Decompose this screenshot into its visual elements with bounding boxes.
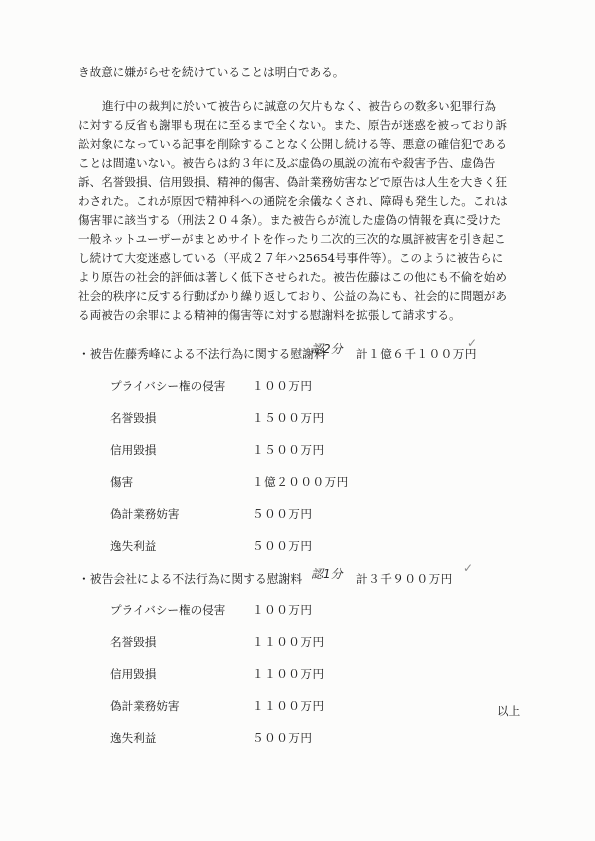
damage-item-label: プライバシー権の侵害	[110, 379, 226, 393]
damage-item-amount: １１００万円	[252, 699, 325, 713]
section-total: 計１億６千１００万円	[356, 347, 477, 361]
damage-item-label: 信用毀損	[110, 667, 157, 681]
closing-mark: 以上	[497, 704, 521, 718]
damage-item-label: 逸失利益	[110, 539, 157, 553]
paragraph-line: ことは間違いない。被告らは約３年に及ぶ虚偽の風説の流布や殺害予告、虚偽告	[78, 156, 496, 170]
section-heading-company: ・被告会社による不法行為に関する慰謝料	[78, 572, 303, 586]
paragraph-line: 傷害罪に該当する（刑法２０４条）。また被告らが流した虚偽の情報を真に受けた	[78, 213, 502, 227]
check-mark-icon: ✓	[463, 561, 474, 575]
paragraph-line: より原告の社会的評価は著しく低下させられた。被告佐藤はこの他にも不倫を始め	[78, 270, 507, 284]
damage-item-amount: ５００万円	[252, 539, 313, 553]
paragraph-line: 進行中の裁判に於いて被告らに誠意の欠片もなく、被告らの数多い犯罪行為	[102, 99, 496, 113]
damage-item-amount: １００万円	[252, 603, 313, 617]
paragraph-line: 社会的秩序に反する行動ばかり繰り返しており、公益の為にも、社会的に問題があ	[78, 289, 507, 303]
damage-item-label: 名誉毀損	[110, 635, 157, 649]
paragraph-line: 一般ネットユーザーがまとめサイトを作ったり二次的三次的な風評被害を引き起こ	[78, 232, 506, 246]
paragraph-line: わされた。これが原因で精神科への通院を余儀なくされ、障碍も発生した。これは	[78, 194, 508, 208]
paragraph-line: き故意に嫌がらせを続けていることは明白である。	[78, 65, 345, 79]
damage-item-amount: １１００万円	[252, 635, 325, 649]
damage-item-label: プライバシー権の侵害	[110, 603, 226, 617]
paragraph-line: に対する反省も謝罪も現在に至るまで全くない。また、原告が迷惑を被っており訴	[78, 118, 507, 132]
paragraph-line: 訴、名誉毀損、信用毀損、精神的傷害、偽計業務妨害などで原告は人生を大きく狂	[78, 175, 507, 189]
damage-item-amount: １００万円	[252, 379, 313, 393]
section-total: 計３千９００万円	[356, 572, 453, 586]
paragraph-line: 訟対象になっている記事を削除することなく公開し続ける等、悪意の確信犯である	[78, 137, 507, 151]
section-heading-sato: ・被告佐藤秀峰による不法行為に関する慰謝料	[78, 347, 326, 361]
handwritten-annotation: 認1分	[311, 567, 343, 581]
damage-item-amount: ５００万円	[252, 731, 313, 745]
paragraph-line: し続けて大変迷惑している（平成２７年ハ25654号事件等）。このように被告らに	[78, 251, 504, 265]
handwritten-annotation: 認2分	[311, 342, 343, 356]
damage-item-label: 偽計業務妨害	[110, 507, 180, 521]
damage-item-label: 信用毀損	[110, 443, 157, 457]
damage-item-amount: １億２０００万円	[252, 475, 349, 489]
damage-item-amount: １５００万円	[252, 443, 325, 457]
damage-item-amount: ５００万円	[252, 507, 313, 521]
damage-item-amount: １５００万円	[252, 411, 325, 425]
damage-item-amount: １１００万円	[252, 667, 325, 681]
damage-item-label: 逸失利益	[110, 731, 157, 745]
paragraph-line: る両被告の余罪による精神的傷害等に対する慰謝料を拡張して請求する。	[78, 308, 461, 322]
check-mark-icon: ✓	[467, 336, 478, 350]
damage-item-label: 傷害	[110, 475, 134, 489]
damage-item-label: 名誉毀損	[110, 411, 157, 425]
damage-item-label: 偽計業務妨害	[110, 699, 180, 713]
